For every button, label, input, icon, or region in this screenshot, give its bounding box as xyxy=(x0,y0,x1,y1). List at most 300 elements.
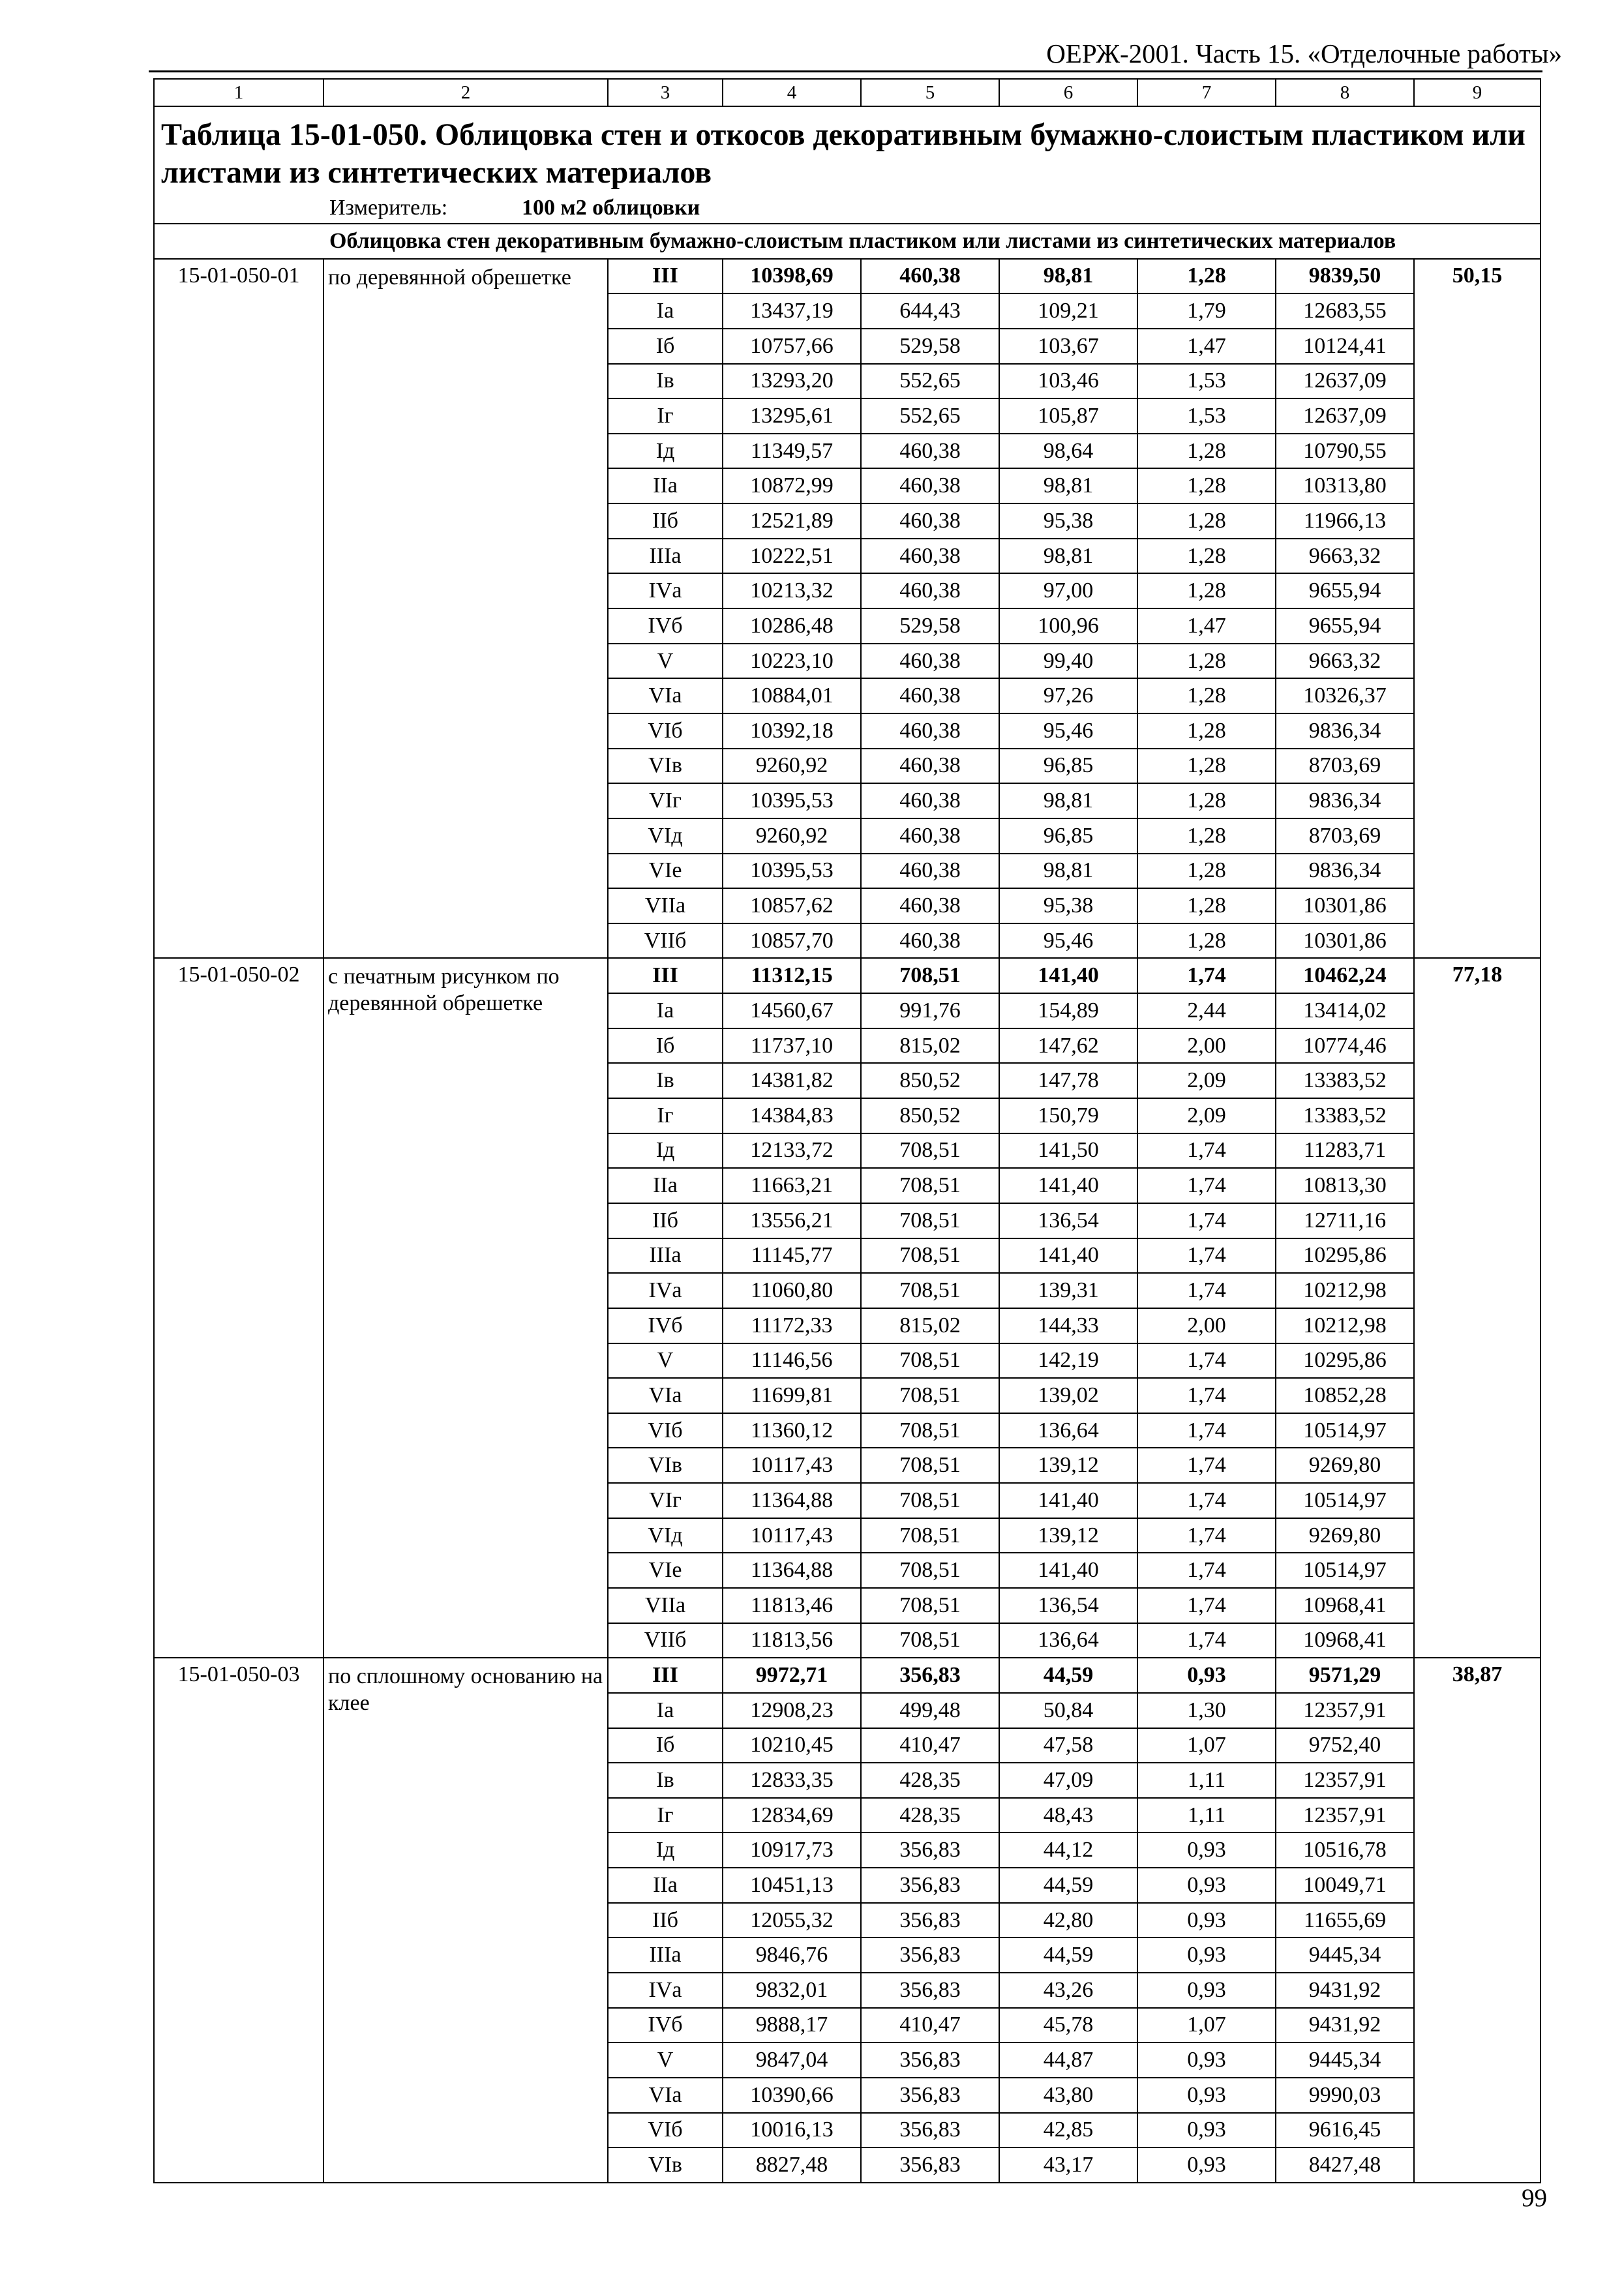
region-code: IIIа xyxy=(608,539,723,574)
region-code: VIг xyxy=(608,1483,723,1518)
region-code: Iа xyxy=(608,293,723,329)
wages: 708,51 xyxy=(861,1238,999,1274)
materials-cost: 10313,80 xyxy=(1276,468,1414,503)
machinist-wages: 1,74 xyxy=(1137,1588,1276,1623)
machinist-wages: 1,28 xyxy=(1137,749,1276,784)
wages: 708,51 xyxy=(861,1483,999,1518)
materials-cost: 8427,48 xyxy=(1276,2147,1414,2183)
region-code: IVа xyxy=(608,573,723,608)
region-code: IVа xyxy=(608,1273,723,1308)
machine-cost: 98,81 xyxy=(999,259,1137,294)
region-code: IIб xyxy=(608,503,723,539)
wages: 708,51 xyxy=(861,1168,999,1203)
wages: 708,51 xyxy=(861,1273,999,1308)
machine-cost: 98,81 xyxy=(999,539,1137,574)
total-cost: 10210,45 xyxy=(723,1728,861,1763)
labor-cost: 38,87 xyxy=(1414,1658,1541,2183)
materials-cost: 9269,80 xyxy=(1276,1518,1414,1553)
machinist-wages: 0,93 xyxy=(1137,1868,1276,1903)
wages: 460,38 xyxy=(861,888,999,923)
total-cost: 12834,69 xyxy=(723,1798,861,1833)
machinist-wages: 1,28 xyxy=(1137,434,1276,469)
region-code: VIа xyxy=(608,678,723,713)
machine-cost: 43,26 xyxy=(999,1973,1137,2008)
total-cost: 11364,88 xyxy=(723,1483,861,1518)
machine-cost: 141,50 xyxy=(999,1133,1137,1169)
total-cost: 12055,32 xyxy=(723,1903,861,1938)
total-cost: 10395,53 xyxy=(723,783,861,818)
machine-cost: 154,89 xyxy=(999,993,1137,1028)
total-cost: 9832,01 xyxy=(723,1973,861,2008)
machine-cost: 141,40 xyxy=(999,1553,1137,1588)
wages: 708,51 xyxy=(861,1518,999,1553)
materials-cost: 11966,13 xyxy=(1276,503,1414,539)
region-code: Iв xyxy=(608,1763,723,1798)
total-cost: 8827,48 xyxy=(723,2147,861,2183)
region-code: IIа xyxy=(608,468,723,503)
region-code: VIб xyxy=(608,1413,723,1448)
region-code: VIIб xyxy=(608,923,723,959)
materials-cost: 10295,86 xyxy=(1276,1238,1414,1274)
total-cost: 9888,17 xyxy=(723,2008,861,2043)
materials-cost: 9269,80 xyxy=(1276,1448,1414,1483)
materials-cost: 9663,32 xyxy=(1276,539,1414,574)
materials-cost: 9990,03 xyxy=(1276,2078,1414,2113)
materials-cost: 10212,98 xyxy=(1276,1273,1414,1308)
price-table xyxy=(153,78,1541,2183)
machinist-wages: 1,74 xyxy=(1137,1343,1276,1379)
region-code: Iа xyxy=(608,1693,723,1728)
wages: 428,35 xyxy=(861,1798,999,1833)
region-code: III xyxy=(608,259,723,294)
region-code: IIIа xyxy=(608,1238,723,1274)
wages: 460,38 xyxy=(861,434,999,469)
wages: 356,83 xyxy=(861,2078,999,2113)
materials-cost: 13414,02 xyxy=(1276,993,1414,1028)
wages: 815,02 xyxy=(861,1308,999,1343)
total-cost: 10390,66 xyxy=(723,2078,861,2113)
materials-cost: 10516,78 xyxy=(1276,1833,1414,1868)
machinist-wages: 1,28 xyxy=(1137,644,1276,679)
machine-cost: 50,84 xyxy=(999,1693,1137,1728)
machinist-wages: 1,28 xyxy=(1137,573,1276,608)
region-code: IVа xyxy=(608,1973,723,2008)
region-code: IVб xyxy=(608,608,723,644)
wages: 428,35 xyxy=(861,1763,999,1798)
wages: 460,38 xyxy=(861,539,999,574)
total-cost: 9260,92 xyxy=(723,818,861,854)
region-code: Iа xyxy=(608,993,723,1028)
machine-cost: 42,85 xyxy=(999,2113,1137,2148)
total-cost: 10398,69 xyxy=(723,259,861,294)
region-code: V xyxy=(608,644,723,679)
wages: 460,38 xyxy=(861,644,999,679)
rate-code: 15-01-050-03 xyxy=(154,1658,323,2183)
region-code: VIIа xyxy=(608,1588,723,1623)
materials-cost: 12357,91 xyxy=(1276,1763,1414,1798)
wages: 460,38 xyxy=(861,573,999,608)
total-cost: 13293,20 xyxy=(723,364,861,399)
total-cost: 10451,13 xyxy=(723,1868,861,1903)
column-number-row xyxy=(154,79,1541,106)
machine-cost: 105,87 xyxy=(999,398,1137,434)
region-code: Iв xyxy=(608,364,723,399)
machine-cost: 44,59 xyxy=(999,1658,1137,1693)
machinist-wages: 0,93 xyxy=(1137,1833,1276,1868)
wages: 991,76 xyxy=(861,993,999,1028)
region-code: IVб xyxy=(608,2008,723,2043)
machine-cost: 141,40 xyxy=(999,958,1137,993)
machine-cost: 42,80 xyxy=(999,1903,1137,1938)
table-row xyxy=(154,958,1541,993)
title-cell xyxy=(154,106,1541,193)
machinist-wages: 1,74 xyxy=(1137,1448,1276,1483)
machinist-wages: 1,11 xyxy=(1137,1763,1276,1798)
wages: 460,38 xyxy=(861,678,999,713)
work-description: по сплошному основанию на клее xyxy=(323,1658,608,2183)
total-cost: 10857,62 xyxy=(723,888,861,923)
rate-code: 15-01-050-02 xyxy=(154,958,323,1658)
machinist-wages: 0,93 xyxy=(1137,2042,1276,2078)
machinist-wages: 0,93 xyxy=(1137,1937,1276,1973)
machinist-wages: 1,07 xyxy=(1137,2008,1276,2043)
region-code: Iг xyxy=(608,398,723,434)
total-cost: 11364,88 xyxy=(723,1553,861,1588)
machine-cost: 44,87 xyxy=(999,2042,1137,2078)
machinist-wages: 1,74 xyxy=(1137,1413,1276,1448)
region-code: VIд xyxy=(608,1518,723,1553)
machinist-wages: 1,28 xyxy=(1137,539,1276,574)
wages: 356,83 xyxy=(861,1903,999,1938)
wages: 356,83 xyxy=(861,1937,999,1973)
machine-cost: 147,62 xyxy=(999,1028,1137,1064)
materials-cost: 8703,69 xyxy=(1276,749,1414,784)
machinist-wages: 1,28 xyxy=(1137,468,1276,503)
materials-cost: 9836,34 xyxy=(1276,854,1414,889)
materials-cost: 9655,94 xyxy=(1276,573,1414,608)
machinist-wages: 2,44 xyxy=(1137,993,1276,1028)
machinist-wages: 1,28 xyxy=(1137,503,1276,539)
wages: 460,38 xyxy=(861,923,999,959)
wages: 708,51 xyxy=(861,1413,999,1448)
machine-cost: 141,40 xyxy=(999,1238,1137,1274)
wages: 460,38 xyxy=(861,783,999,818)
table-row xyxy=(154,1658,1541,1693)
total-cost: 9972,71 xyxy=(723,1658,861,1693)
materials-cost: 9571,29 xyxy=(1276,1658,1414,1693)
materials-cost: 9655,94 xyxy=(1276,608,1414,644)
machine-cost: 48,43 xyxy=(999,1798,1137,1833)
total-cost: 13295,61 xyxy=(723,398,861,434)
materials-cost: 10514,97 xyxy=(1276,1483,1414,1518)
machinist-wages: 1,53 xyxy=(1137,398,1276,434)
region-code: VIе xyxy=(608,854,723,889)
wages: 356,83 xyxy=(861,2042,999,2078)
region-code: VIа xyxy=(608,2078,723,2113)
total-cost: 11145,77 xyxy=(723,1238,861,1274)
machine-cost: 44,59 xyxy=(999,1868,1137,1903)
work-description: по деревянной обрешетке xyxy=(323,259,608,959)
machinist-wages: 0,93 xyxy=(1137,1973,1276,2008)
machine-cost: 142,19 xyxy=(999,1343,1137,1379)
machine-cost: 95,46 xyxy=(999,713,1137,749)
region-code: Iв xyxy=(608,1063,723,1098)
materials-cost: 10774,46 xyxy=(1276,1028,1414,1064)
total-cost: 11663,21 xyxy=(723,1168,861,1203)
materials-cost: 9616,45 xyxy=(1276,2113,1414,2148)
materials-cost: 10301,86 xyxy=(1276,923,1414,959)
total-cost: 11060,80 xyxy=(723,1273,861,1308)
total-cost: 12133,72 xyxy=(723,1133,861,1169)
materials-cost: 10514,97 xyxy=(1276,1553,1414,1588)
materials-cost: 12637,09 xyxy=(1276,364,1414,399)
total-cost: 14381,82 xyxy=(723,1063,861,1098)
total-cost: 10395,53 xyxy=(723,854,861,889)
wages: 708,51 xyxy=(861,1378,999,1413)
total-cost: 12833,35 xyxy=(723,1763,861,1798)
total-cost: 12521,89 xyxy=(723,503,861,539)
machine-cost: 96,85 xyxy=(999,818,1137,854)
machinist-wages: 0,93 xyxy=(1137,2147,1276,2183)
materials-cost: 9663,32 xyxy=(1276,644,1414,679)
column-number: 4 xyxy=(723,79,861,106)
table-body xyxy=(154,79,1541,2183)
materials-cost: 11655,69 xyxy=(1276,1903,1414,1938)
machinist-wages: 1,28 xyxy=(1137,783,1276,818)
total-cost: 10857,70 xyxy=(723,923,861,959)
materials-cost: 10212,98 xyxy=(1276,1308,1414,1343)
wages: 410,47 xyxy=(861,2008,999,2043)
wages: 356,83 xyxy=(861,2147,999,2183)
region-code: III xyxy=(608,958,723,993)
measure-label: Измеритель: xyxy=(329,196,448,220)
wages: 708,51 xyxy=(861,1343,999,1379)
total-cost: 10872,99 xyxy=(723,468,861,503)
machine-cost: 95,46 xyxy=(999,923,1137,959)
total-cost: 10884,01 xyxy=(723,678,861,713)
machinist-wages: 1,74 xyxy=(1137,1238,1276,1274)
materials-cost: 10326,37 xyxy=(1276,678,1414,713)
region-code: V xyxy=(608,2042,723,2078)
column-number: 1 xyxy=(154,79,323,106)
machinist-wages: 1,74 xyxy=(1137,1168,1276,1203)
total-cost: 14560,67 xyxy=(723,993,861,1028)
total-cost: 13437,19 xyxy=(723,293,861,329)
column-number: 5 xyxy=(861,79,999,106)
rate-code: 15-01-050-01 xyxy=(154,259,323,959)
region-code: Iб xyxy=(608,1028,723,1064)
machine-cost: 139,12 xyxy=(999,1448,1137,1483)
wages: 708,51 xyxy=(861,958,999,993)
machine-cost: 97,00 xyxy=(999,573,1137,608)
wages: 708,51 xyxy=(861,1588,999,1623)
total-cost: 11699,81 xyxy=(723,1378,861,1413)
region-code: IIб xyxy=(608,1203,723,1238)
wages: 552,65 xyxy=(861,398,999,434)
column-number: 8 xyxy=(1276,79,1414,106)
machine-cost: 98,81 xyxy=(999,854,1137,889)
machinist-wages: 1,53 xyxy=(1137,364,1276,399)
region-code: Iб xyxy=(608,329,723,364)
machine-cost: 103,67 xyxy=(999,329,1137,364)
materials-cost: 10852,28 xyxy=(1276,1378,1414,1413)
region-code: Iд xyxy=(608,1133,723,1169)
wages: 410,47 xyxy=(861,1728,999,1763)
machinist-wages: 1,28 xyxy=(1137,923,1276,959)
total-cost: 11349,57 xyxy=(723,434,861,469)
region-code: VIIб xyxy=(608,1623,723,1658)
materials-cost: 9836,34 xyxy=(1276,713,1414,749)
column-number: 7 xyxy=(1137,79,1276,106)
region-code: IIб xyxy=(608,1903,723,1938)
machine-cost: 144,33 xyxy=(999,1308,1137,1343)
materials-cost: 9836,34 xyxy=(1276,783,1414,818)
machine-cost: 47,58 xyxy=(999,1728,1137,1763)
page-number: 99 xyxy=(1522,2184,1547,2212)
total-cost: 10392,18 xyxy=(723,713,861,749)
region-code: VIв xyxy=(608,1448,723,1483)
labor-cost: 50,15 xyxy=(1414,259,1541,959)
machinist-wages: 1,79 xyxy=(1137,293,1276,329)
machinist-wages: 1,07 xyxy=(1137,1728,1276,1763)
machine-cost: 147,78 xyxy=(999,1063,1137,1098)
materials-cost: 10124,41 xyxy=(1276,329,1414,364)
machinist-wages: 1,74 xyxy=(1137,1133,1276,1169)
total-cost: 11813,56 xyxy=(723,1623,861,1658)
region-code: IVб xyxy=(608,1308,723,1343)
machinist-wages: 1,28 xyxy=(1137,259,1276,294)
total-cost: 11312,15 xyxy=(723,958,861,993)
machine-cost: 150,79 xyxy=(999,1098,1137,1133)
total-cost: 11813,46 xyxy=(723,1588,861,1623)
region-code: Iд xyxy=(608,1833,723,1868)
machinist-wages: 1,11 xyxy=(1137,1798,1276,1833)
machine-cost: 136,64 xyxy=(999,1413,1137,1448)
total-cost: 10213,32 xyxy=(723,573,861,608)
materials-cost: 10514,97 xyxy=(1276,1413,1414,1448)
machinist-wages: 1,28 xyxy=(1137,818,1276,854)
measure-row xyxy=(154,193,1541,224)
region-code: IIIа xyxy=(608,1937,723,1973)
machinist-wages: 2,09 xyxy=(1137,1098,1276,1133)
wages: 850,52 xyxy=(861,1098,999,1133)
total-cost: 12908,23 xyxy=(723,1693,861,1728)
materials-cost: 12637,09 xyxy=(1276,398,1414,434)
total-cost: 9847,04 xyxy=(723,2042,861,2078)
wages: 460,38 xyxy=(861,713,999,749)
machine-cost: 95,38 xyxy=(999,888,1137,923)
total-cost: 11172,33 xyxy=(723,1308,861,1343)
materials-cost: 10462,24 xyxy=(1276,958,1414,993)
wages: 815,02 xyxy=(861,1028,999,1064)
machine-cost: 97,26 xyxy=(999,678,1137,713)
work-description: с печатным рисунком по деревянной обрешетке xyxy=(323,958,608,1658)
materials-cost: 10968,41 xyxy=(1276,1623,1414,1658)
machine-cost: 43,80 xyxy=(999,2078,1137,2113)
wages: 356,83 xyxy=(861,1973,999,2008)
table-row xyxy=(154,259,1541,294)
machinist-wages: 1,47 xyxy=(1137,329,1276,364)
wages: 529,58 xyxy=(861,608,999,644)
total-cost: 9846,76 xyxy=(723,1937,861,1973)
region-code: Iб xyxy=(608,1728,723,1763)
materials-cost: 10968,41 xyxy=(1276,1588,1414,1623)
total-cost: 13556,21 xyxy=(723,1203,861,1238)
wages: 499,48 xyxy=(861,1693,999,1728)
machinist-wages: 0,93 xyxy=(1137,2078,1276,2113)
machine-cost: 44,59 xyxy=(999,1937,1137,1973)
machinist-wages: 1,74 xyxy=(1137,1518,1276,1553)
machine-cost: 45,78 xyxy=(999,2008,1137,2043)
region-code: V xyxy=(608,1343,723,1379)
machinist-wages: 2,00 xyxy=(1137,1028,1276,1064)
machine-cost: 139,12 xyxy=(999,1518,1137,1553)
wages: 708,51 xyxy=(861,1448,999,1483)
section-heading: Облицовка стен декоративным бумажно-слоистым пластиком или листами из синтетических материалов xyxy=(154,224,1541,259)
wages: 356,83 xyxy=(861,2113,999,2148)
machinist-wages: 1,74 xyxy=(1137,1203,1276,1238)
machine-cost: 103,46 xyxy=(999,364,1137,399)
column-number: 3 xyxy=(608,79,723,106)
total-cost: 11737,10 xyxy=(723,1028,861,1064)
machine-cost: 43,17 xyxy=(999,2147,1137,2183)
machine-cost: 98,81 xyxy=(999,468,1137,503)
total-cost: 10286,48 xyxy=(723,608,861,644)
machine-cost: 44,12 xyxy=(999,1833,1137,1868)
wages: 356,83 xyxy=(861,1658,999,1693)
section-row xyxy=(154,224,1541,259)
machinist-wages: 1,28 xyxy=(1137,888,1276,923)
region-code: IIа xyxy=(608,1168,723,1203)
region-code: III xyxy=(608,1658,723,1693)
machinist-wages: 2,09 xyxy=(1137,1063,1276,1098)
running-header: ОЕРЖ-2001. Часть 15. «Отделочные работы» xyxy=(1046,38,1562,68)
materials-cost: 10790,55 xyxy=(1276,434,1414,469)
machinist-wages: 0,93 xyxy=(1137,2113,1276,2148)
wages: 356,83 xyxy=(861,1833,999,1868)
machinist-wages: 1,47 xyxy=(1137,608,1276,644)
total-cost: 14384,83 xyxy=(723,1098,861,1133)
machine-cost: 141,40 xyxy=(999,1483,1137,1518)
total-cost: 11146,56 xyxy=(723,1343,861,1379)
machinist-wages: 1,74 xyxy=(1137,1273,1276,1308)
machine-cost: 141,40 xyxy=(999,1168,1137,1203)
machine-cost: 100,96 xyxy=(999,608,1137,644)
materials-cost: 10295,86 xyxy=(1276,1343,1414,1379)
materials-cost: 9752,40 xyxy=(1276,1728,1414,1763)
machinist-wages: 1,74 xyxy=(1137,1553,1276,1588)
wages: 460,38 xyxy=(861,503,999,539)
machine-cost: 136,54 xyxy=(999,1588,1137,1623)
total-cost: 10117,43 xyxy=(723,1518,861,1553)
title-row xyxy=(154,106,1541,193)
machinist-wages: 2,00 xyxy=(1137,1308,1276,1343)
region-code: VIа xyxy=(608,1378,723,1413)
labor-cost: 77,18 xyxy=(1414,958,1541,1658)
machine-cost: 95,38 xyxy=(999,503,1137,539)
column-number: 6 xyxy=(999,79,1137,106)
region-code: VIб xyxy=(608,2113,723,2148)
materials-cost: 10049,71 xyxy=(1276,1868,1414,1903)
materials-cost: 12357,91 xyxy=(1276,1798,1414,1833)
total-cost: 10757,66 xyxy=(723,329,861,364)
materials-cost: 12683,55 xyxy=(1276,293,1414,329)
measure-cell xyxy=(154,193,1541,224)
region-code: VIIа xyxy=(608,888,723,923)
region-code: Iг xyxy=(608,1098,723,1133)
machinist-wages: 1,28 xyxy=(1137,713,1276,749)
wages: 708,51 xyxy=(861,1203,999,1238)
